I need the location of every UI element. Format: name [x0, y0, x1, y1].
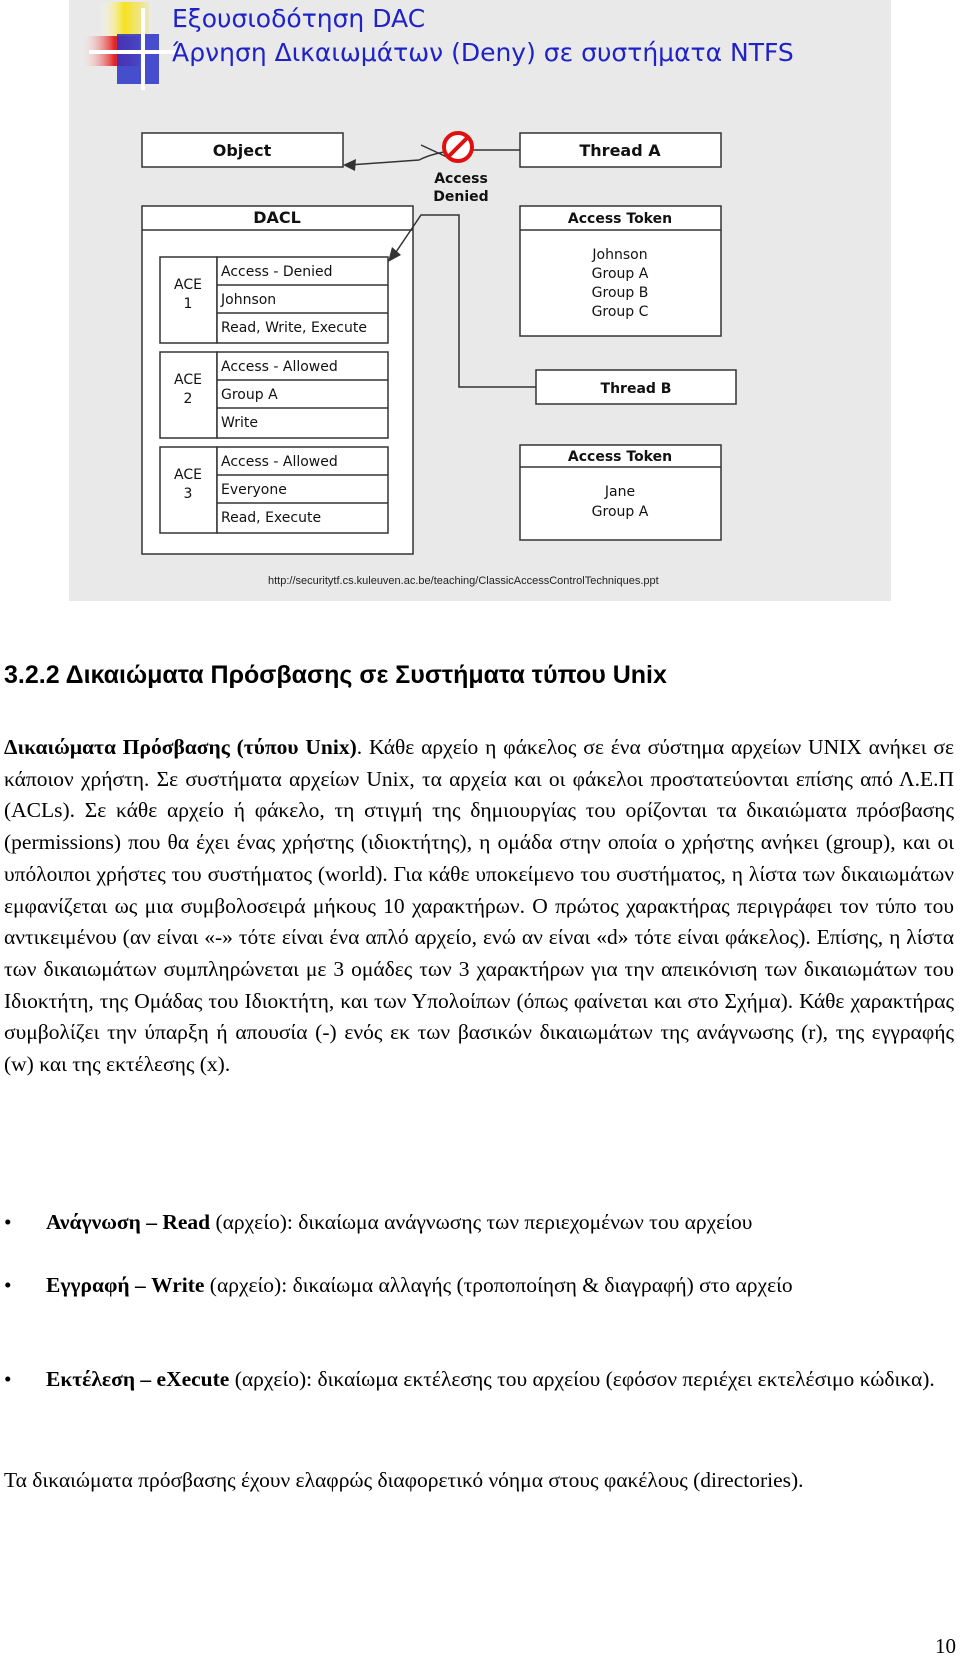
bullet-marker: •: [4, 1210, 12, 1234]
ace-2-rights: Write: [221, 415, 258, 431]
ace-3-number: 3: [183, 486, 193, 502]
access-token-a-title: Access Token: [567, 211, 673, 227]
object-label: Object: [212, 141, 272, 160]
token-b-entry: Group A: [591, 504, 649, 520]
dacl-label: DACL: [253, 208, 301, 227]
slide-title-line-2: Άρνηση Δικαιωμάτων (Deny) σε συστήματα NTFS: [172, 38, 794, 67]
ace-2-label: ACE: [174, 372, 202, 388]
bullet-write-term: Εγγραφή – Write: [46, 1273, 205, 1297]
dacl-diagram: [69, 0, 891, 601]
token-a-entry: Group B: [591, 285, 649, 301]
ace-1-label: ACE: [174, 277, 202, 293]
access-denied-label-1: Access: [434, 171, 488, 187]
token-a-entry: Johnson: [592, 247, 648, 263]
ace-2-type: Access - Allowed: [221, 359, 338, 375]
ace-3-rights: Read, Execute: [221, 510, 322, 526]
token-a-entry: Group C: [591, 304, 649, 320]
token-b-entry: Jane: [604, 484, 636, 500]
bullet-read: [4, 1207, 954, 1239]
ace-3-type: Access - Allowed: [221, 454, 338, 470]
slide-title-line-1: Εξουσιοδότηση DAC: [172, 4, 426, 33]
section-heading: 3.2.2 Δικαιώματα Πρόσβασης σε Συστήματα τύπου Unix: [4, 661, 667, 689]
ace-1-subject: Johnson: [221, 292, 277, 308]
intro-body: . Κάθε αρχείο η φάκελος σε ένα σύστημα αρχείων UNIX ανήκει σε κάποιον χρήστη. Σε συστήματα αρχείων Unix, τα αρχεία και οι φάκελοι προστατεύονται επίσης από Λ.Ε.Π (ACLs). Σε κάθε αρχείο ή φάκελο, τη στιγμή της δημιουργίας του ορίζονται τα δικαιώματα πρόσβασης (permissions) που θα έχει ένας χρήστης (ιδιοκτήτης), η ομάδα στην οποία ο χρήστης ανήκει (group), και οι υπόλοιποι χρήστες του συστήματος (world). Για κάθε υποκείμενο του συστήματος, η λίστα των δικαιωμάτων εμφανίζεται ως μια συμβολοσειρά μήκους 10 χαρακτήρων. Ο πρώτος χαρακτήρας περιγράφει τον τύπο του αντικειμένου (αν είναι «-» τότε είναι ένα απλό αρχείο, ενώ αν είναι «d» τότε είναι φάκελος). Επίσης, η λίστα των δικαιωμάτων συμπληρώνεται με 3 ομάδες των 3 χαρακτήρων για την απεικόνιση των δικαιωμάτων του Ιδιοκτήτη, της Ομάδας του Ιδιοκτήτη, και των Υπολοίπων (όπως φαίνεται και στο Σχήμα). Κάθε χαρακτήρας συμβολίζει την ύπαρξη ή απουσία (-) ενός εκ των βασικών δικαιωμάτων της ανάγνωσης (r), της εγγραφής (w) και της εκτέλεσης (x).: [4, 735, 954, 1077]
source-url: http://securitytf.cs.kuleuven.ac.be/teaching/ClassicAccessControlTechniques.ppt: [268, 575, 659, 587]
page-number: 10: [935, 1634, 956, 1658]
ace-3-subject: Everyone: [221, 482, 287, 498]
bullet-execute-text: (αρχείο): δικαίωμα εκτέλεσης του αρχείου (εφόσον περιέχει εκτελέσιμο κώδικα).: [229, 1367, 935, 1391]
ace-1-rights: Read, Write, Execute: [221, 320, 367, 336]
access-denied-label-2: Denied: [433, 189, 489, 205]
arrow-thread-b-to-dacl: [394, 215, 536, 387]
arrow-thread-a-to-object: [349, 150, 520, 165]
intro-paragraph: [4, 732, 954, 1081]
closing-paragraph: Τα δικαιώματα πρόσβασης έχουν ελαφρώς διαφορετικό νόημα στους φακέλους (directories).: [4, 1468, 804, 1492]
ace-2-subject: Group A: [221, 387, 278, 403]
bullet-execute-term: Εκτέλεση – eXecute: [46, 1367, 230, 1391]
access-denied-icon: [444, 133, 472, 161]
token-a-entry: Group A: [591, 266, 649, 282]
intro-bold-lead: Δικαιώματα Πρόσβασης (τύπου Unix): [4, 735, 357, 759]
ace-1-number: 1: [183, 296, 193, 312]
access-token-b-title: Access Token: [567, 449, 673, 465]
bullet-write: [4, 1270, 954, 1302]
bullet-read-text: (αρχείο): δικαίωμα ανάγνωσης των περιεχομένων του αρχείου: [210, 1210, 753, 1234]
bullet-read-term: Ανάγνωση – Read: [46, 1210, 211, 1234]
slide-figure: [69, 0, 891, 601]
bullet-write-text: (αρχείο): δικαίωμα αλλαγής (τροποποίηση & διαγραφή) στο αρχείο: [204, 1273, 793, 1297]
ace-3-label: ACE: [174, 467, 202, 483]
thread-a-label: Thread A: [579, 141, 661, 160]
bullet-execute: [4, 1364, 954, 1396]
ace-2-number: 2: [183, 391, 193, 407]
bullet-marker: •: [4, 1367, 12, 1391]
bullet-marker: •: [4, 1273, 12, 1297]
thread-b-label: Thread B: [600, 381, 672, 397]
ace-1-type: Access - Denied: [221, 264, 333, 280]
